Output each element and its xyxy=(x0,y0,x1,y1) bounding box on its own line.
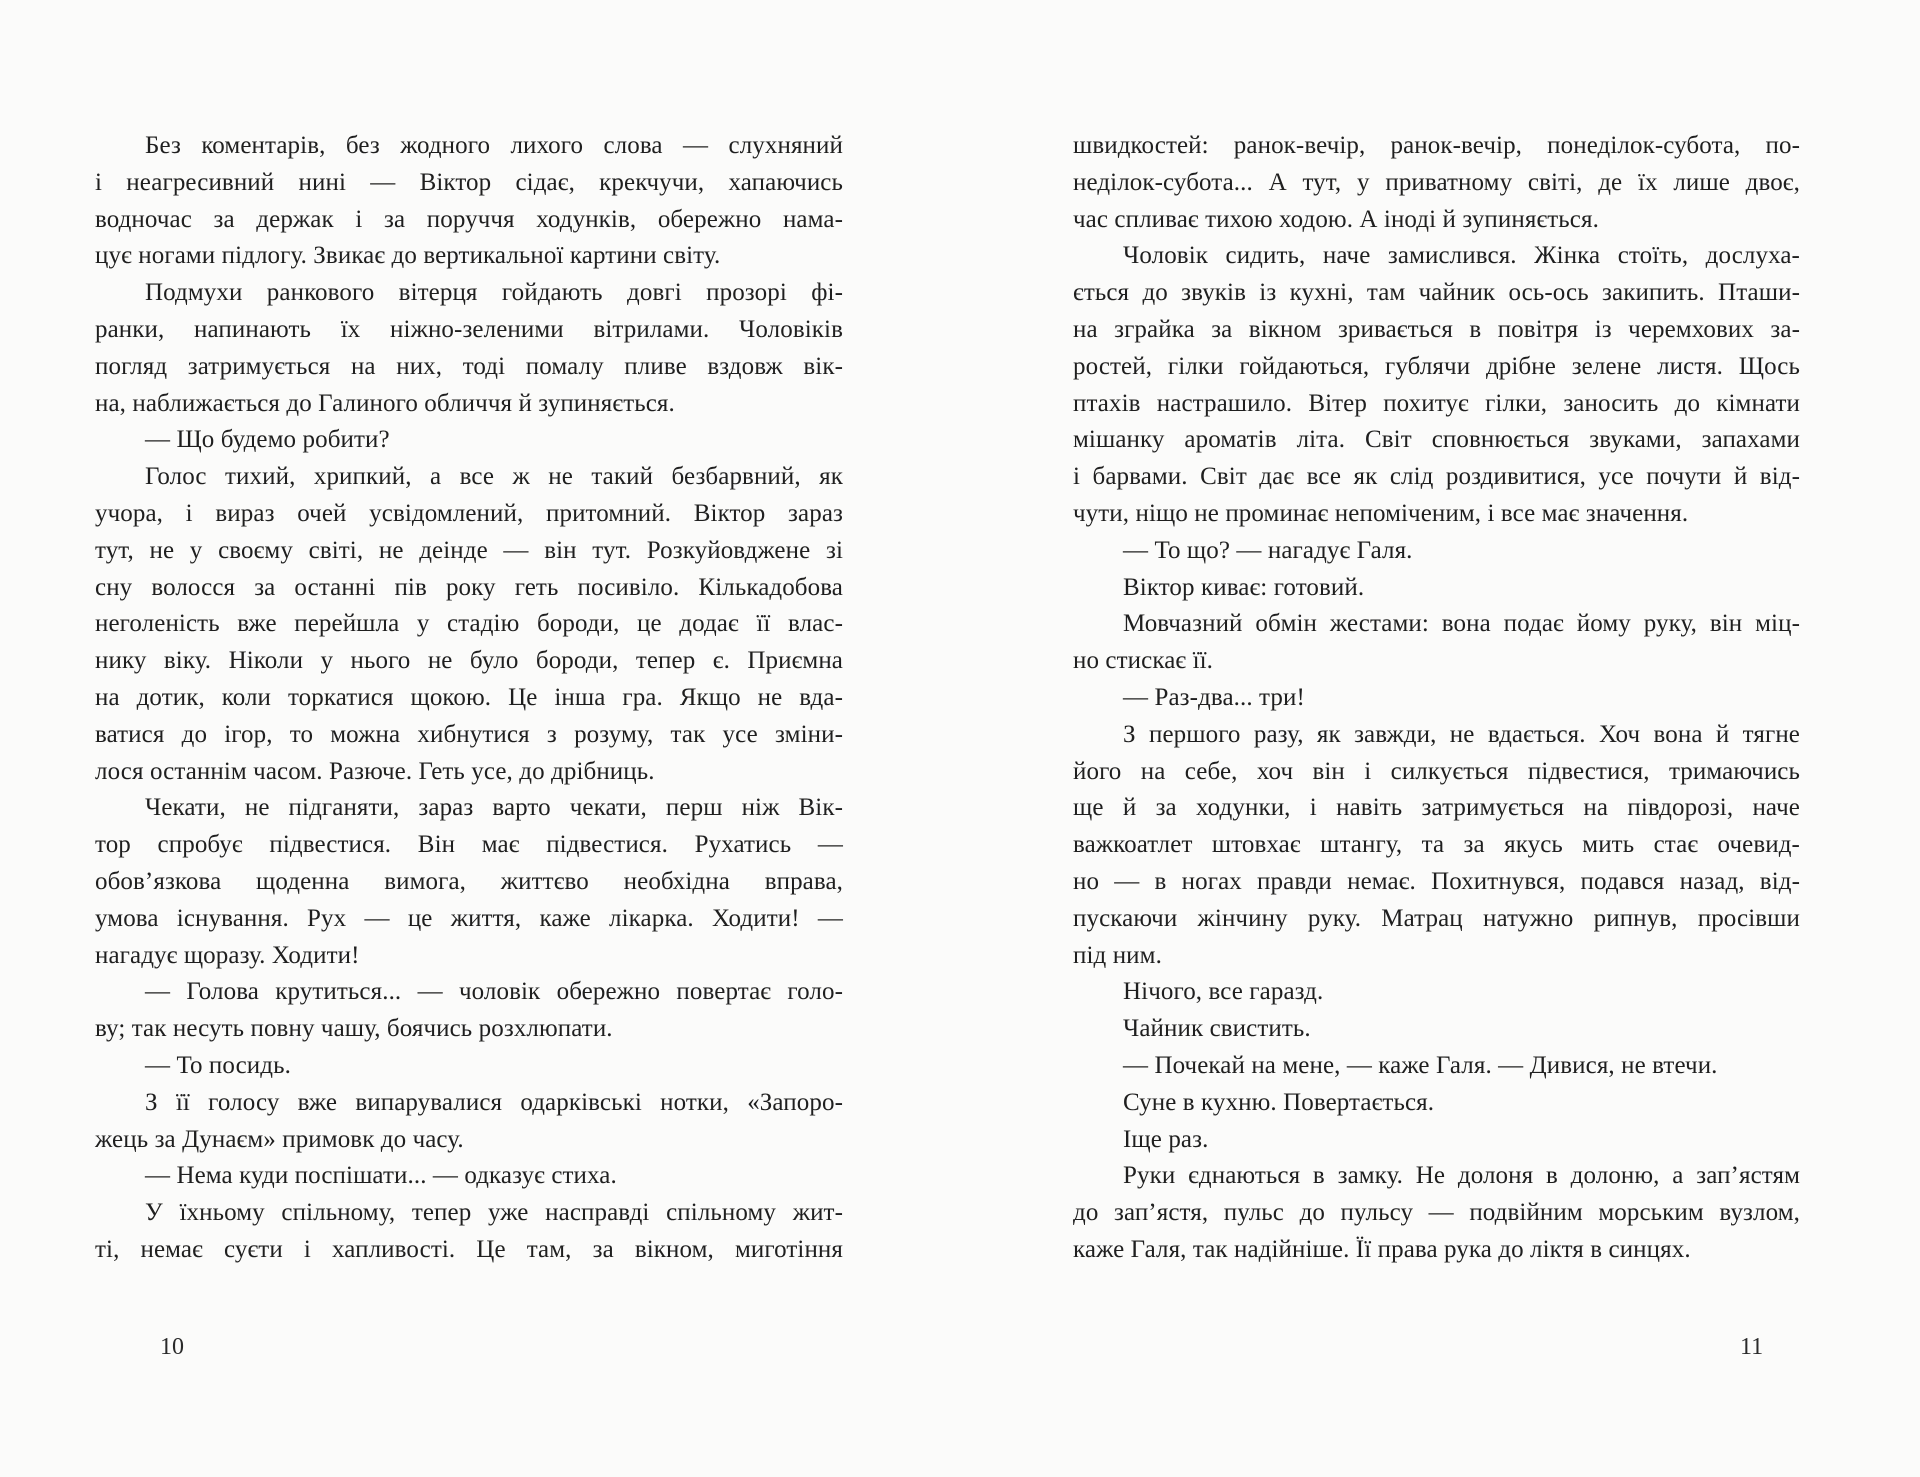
text-line: цує ногами підлогу. Звикає до вертикальної картини світу. xyxy=(95,242,721,270)
text-line: но — в ногах правди немає. Похитнувся, подався назад, від- xyxy=(1073,867,1800,895)
text-line: сну волосся за останні пів року геть посивіло. Кількадобова xyxy=(95,573,843,601)
text-line: водночас за держак і за поруччя ходунків, обережно нама- xyxy=(95,205,843,233)
text-line: но стискає її. xyxy=(1073,647,1214,675)
text-line: Іще раз. xyxy=(1123,1125,1209,1153)
text-line: пускаючи жінчину руку. Матрац натужно рипнув, просівши xyxy=(1073,904,1800,932)
text-line: Віктор киває: готовий. xyxy=(1123,573,1365,601)
text-line: ранки, напинають їх ніжно-зеленими вітрилами. Чоловіків xyxy=(95,315,843,343)
text-line: тор спробує підвестися. Він має підвестися. Рухатись — xyxy=(95,831,843,859)
page-number: 11 xyxy=(1740,1334,1764,1360)
text-line: ву; так несуть повну чашу, боячись розхлюпати. xyxy=(95,1015,613,1043)
text-line: Без коментарів, без жодного лихого слова — слухняний xyxy=(145,132,843,159)
text-line: і неагресивний нині — Віктор сідає, крекчучи, хапаючись xyxy=(95,168,843,196)
page-right xyxy=(1073,128,1800,1428)
text-line: нику віку. Ніколи у нього не було бороди, тепер є. Приємна xyxy=(95,647,843,675)
text-line: ростей, гілки гойдаються, гублячи дрібне зелене листя. Щось xyxy=(1073,352,1800,380)
text-line: — Почекай на мене, — каже Галя. — Дивися, не втечи. xyxy=(1123,1051,1718,1079)
text-line: ється до звуків із кухні, там чайник ось-ось закипить. Пташи- xyxy=(1073,279,1800,307)
page-number: 10 xyxy=(160,1334,184,1360)
text-line: неголеність вже перейшла у стадію бороди, це додає її влас- xyxy=(95,610,843,638)
text-line: на, наближається до Галиного обличчя й зупиняється. xyxy=(95,389,675,417)
text-block xyxy=(95,128,843,1269)
text-line: нагадує щоразу. Ходити! xyxy=(95,941,360,969)
text-line: до зап’ястя, пульс до пульсу — подвійним морським вузлом, xyxy=(1073,1199,1800,1227)
text-line: неділок-субота... А тут, у приватному світі, де їх лише двоє, xyxy=(1073,168,1800,196)
text-line: на дотик, коли торкатися щокою. Це інша гра. Якщо не вда- xyxy=(95,683,843,711)
text-line: З першого разу, як завжди, не вдається. Хоч вона й тягне xyxy=(1123,720,1800,748)
text-line: обов’язкова щоденна вимога, життєво необхідна вправа, xyxy=(95,867,843,895)
page-left xyxy=(95,128,843,1428)
text-line: — Нема куди поспішати... — одказує стиха. xyxy=(145,1162,617,1190)
text-line: — Голова крутиться... — чоловік обережно повертає голо- xyxy=(145,978,843,1006)
text-line: ватися до ігор, то можна хибнутися з розуму, так усе зміни- xyxy=(95,720,843,748)
text-line: швидкостей: ранок-вечір, ранок-вечір, понеділок-субота, по- xyxy=(1073,132,1800,159)
text-line: під ним. xyxy=(1073,941,1162,969)
text-line: умова існування. Рух — це життя, каже лікарка. Ходити! — xyxy=(95,904,843,932)
text-line: тут, не у своєму світі, не деінде — він тут. Розкуйовджене зі xyxy=(95,536,843,564)
text-line: його на себе, хоч він і силкується підвестися, тримаючись xyxy=(1073,757,1800,785)
text-line: час спливає тихою ходою. А іноді й зупиняється. xyxy=(1073,205,1599,233)
text-line: — То посидь. xyxy=(145,1051,291,1079)
text-line: З її голосу вже випарувалися одарківські нотки, «Запоро- xyxy=(145,1088,843,1116)
text-line: каже Галя, так надійніше. Її права рука до ліктя в синцях. xyxy=(1073,1235,1691,1263)
text-line: ті, немає суєти і хапливості. Це там, за вікном, миготіння xyxy=(95,1235,843,1263)
text-line: У їхньому спільному, тепер уже насправді спільному жит- xyxy=(145,1199,843,1227)
text-line: Подмухи ранкового вітерця гойдають довгі прозорі фі- xyxy=(145,279,843,307)
text-line: ще й за ходунки, і навіть затримується на півдорозі, наче xyxy=(1073,794,1800,822)
text-line: лося останнім часом. Разюче. Геть усе, до дрібниць. xyxy=(95,757,655,785)
text-line: учора, і вираз очей усвідомлений, притомний. Віктор зараз xyxy=(95,499,843,527)
text-line: погляд затримується на них, тоді помалу пливе вздовж вік- xyxy=(95,352,843,380)
text-line: Чекати, не підганяти, зараз варто чекати, перш ніж Вік- xyxy=(145,794,843,822)
text-line: важкоатлет штовхає штангу, та за якусь мить стає очевид- xyxy=(1073,831,1800,859)
text-line: і барвами. Світ дає все як слід роздивитися, усе почути й від- xyxy=(1073,463,1800,491)
text-line: — Що будемо робити? xyxy=(145,426,390,454)
text-line: — То що? — нагадує Галя. xyxy=(1123,536,1413,564)
text-line: Руки єднаються в замку. Не долоня в долоню, а зап’ястям xyxy=(1123,1162,1800,1190)
text-block xyxy=(1073,128,1800,1269)
text-line: Нічого, все гаразд. xyxy=(1123,978,1324,1006)
text-line: мішанку ароматів літа. Світ сповнюється звуками, запахами xyxy=(1073,426,1800,454)
text-line: — Раз-два... три! xyxy=(1123,683,1305,711)
text-line: Мовчазний обмін жестами: вона подає йому руку, він міц- xyxy=(1123,610,1800,638)
text-line: чути, ніщо не проминає непоміченим, і все має значення. xyxy=(1073,499,1689,527)
text-line: на зграйка за вікном зривається в повітря із черемхових за- xyxy=(1073,315,1800,343)
text-line: жець за Дунаєм» примовк до часу. xyxy=(95,1125,464,1153)
text-line: птахів настрашило. Вітер похитує гілки, заносить до кімнати xyxy=(1073,389,1800,417)
text-line: Голос тихий, хрипкий, а все ж не такий безбарвний, як xyxy=(145,463,843,491)
text-line: Чоловік сидить, наче замислився. Жінка стоїть, дослуха- xyxy=(1123,242,1800,270)
text-line: Суне в кухню. Повертається. xyxy=(1123,1088,1435,1116)
text-line: Чайник свистить. xyxy=(1123,1015,1311,1043)
